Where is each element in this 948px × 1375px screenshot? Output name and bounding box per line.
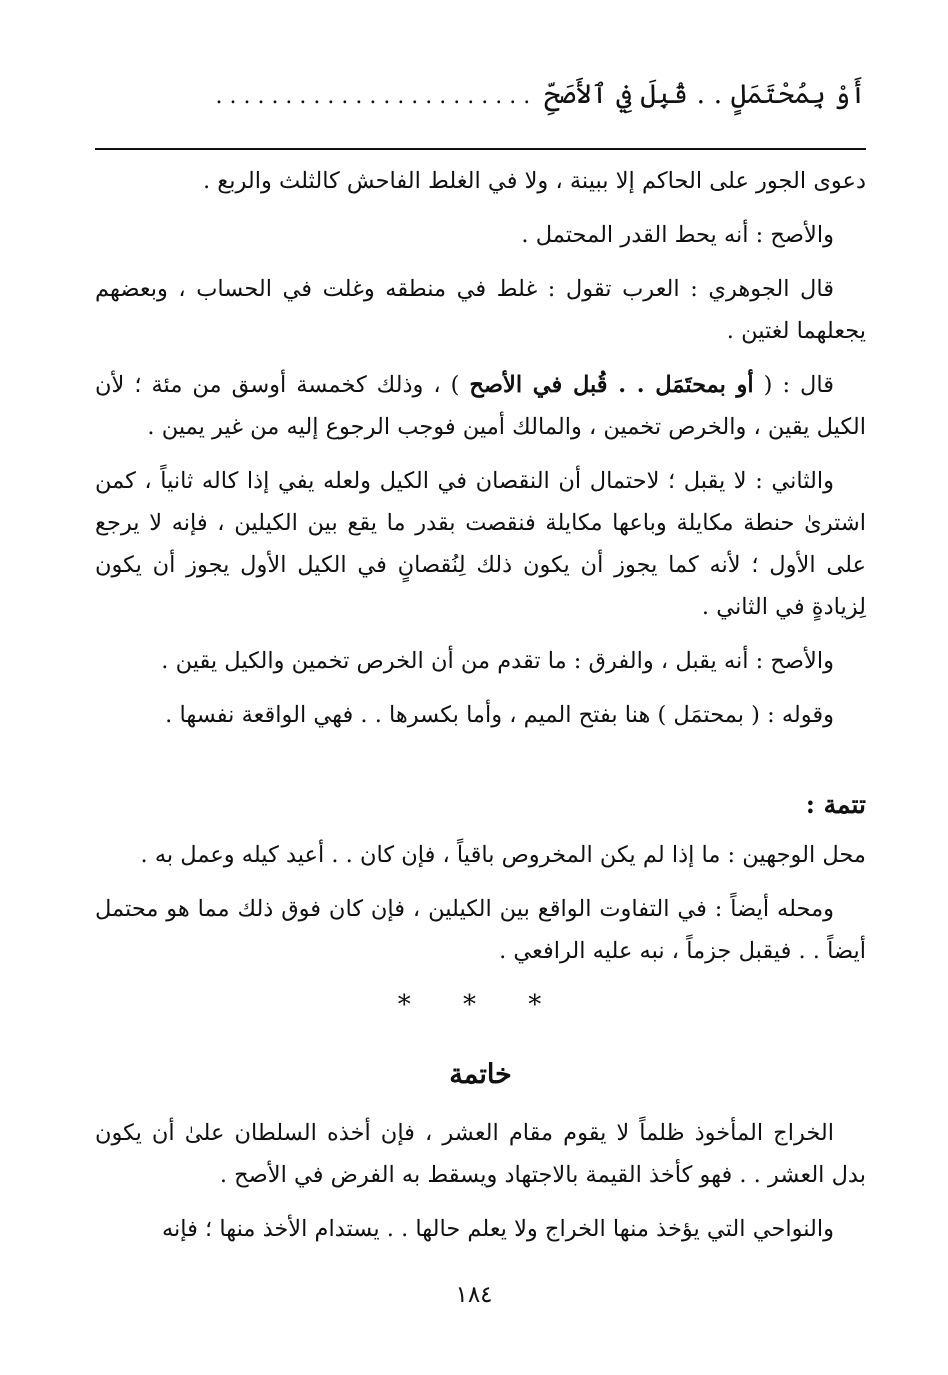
section-separator: * * * [397,990,564,1020]
running-header [95,70,866,120]
main-text [95,160,866,1262]
header-leader-dots: . . . . . . . . . . . . . . . . . . . . . . . [215,84,531,109]
header-title: أَوْ بِمُحْتَمَلٍ . . قُبِلَ فِي ٱلأَصَحِّ [544,79,866,110]
paragraph: والأصح : أنه يقبل ، والفرق : ما تقدم من أن الخرص تخمين والكيل يقين . [161,648,834,674]
tatimma-heading: تتمة : [805,790,866,819]
page-number: ١٨٤ [455,1282,493,1308]
paragraph: والأصح : أنه يحط القدر المحتمل . [521,222,834,248]
paragraph: قال الجوهري : العرب تقول : غلط في منطقه وغلت في الحساب ، وبعضهم يجعلهما لغتين . [95,276,866,344]
quoted-matn-paragraph [95,364,866,448]
paragraph: محل الوجهين : ما إذا لم يكن المخروص باقياً ، فإن كان . . أعيد كيله وعمل به . [140,842,866,868]
quote-suffix: ) ، وذلك كخمسة أوسق من مئة ؛ لأن الكيل يقين ، والخرص تخمين ، والمالك أمين فوجب الرجوع إليه من غير يمين . [95,372,866,440]
paragraph: والثاني : لا يقبل ؛ لاحتمال أن النقصان في الكيل ولعله يفي إذا كاله ثانياً ، كمن اشترىٰ حنطة مكايلة وباعها مكايلة فنقصت بقدر ما يقع بين الكيلين ، فإنه لا يرجع على الأول ؛ لأنه كما يجوز أن يكون ذلك لِنُقصانٍ في الكيل الأول يجوز أن يكون لِزيادةٍ في الثاني . [95,468,866,620]
paragraph: الخراج المأخوذ ظلماً لا يقوم مقام العشر ، فإن أخذه السلطان علىٰ أن يكون بدل العشر . . فهو كأخذ القيمة بالاجتهاد ويسقط به الفرض في الأصح . [95,1120,866,1188]
khatima-heading: خاتمة [449,1059,512,1090]
quote-prefix: قال : ( [753,372,834,398]
paragraph: دعوى الجور على الحاكم إلا ببينة ، ولا في الغلط الفاحش كالثلث والربع . [202,168,866,194]
paragraph: ومحله أيضاً : في التفاوت الواقع بين الكيلين ، فإن كان فوق ذلك مما هو محتمل أيضاً . . فيقبل جزماً ، نبه عليه الرافعي . [95,896,866,964]
matn-quote: أو بمحتَمَل . . قُبل في الأصح [469,372,754,398]
header-divider [95,148,866,150]
paragraph: والنواحي التي يؤخذ منها الخراج ولا يعلم حالها . . يستدام الأخذ منها ؛ فإنه [161,1216,834,1242]
paragraph: وقوله : ( بمحتمَل ) هنا بفتح الميم ، وأما بكسرها . . فهي الواقعة نفسها . [165,702,834,728]
